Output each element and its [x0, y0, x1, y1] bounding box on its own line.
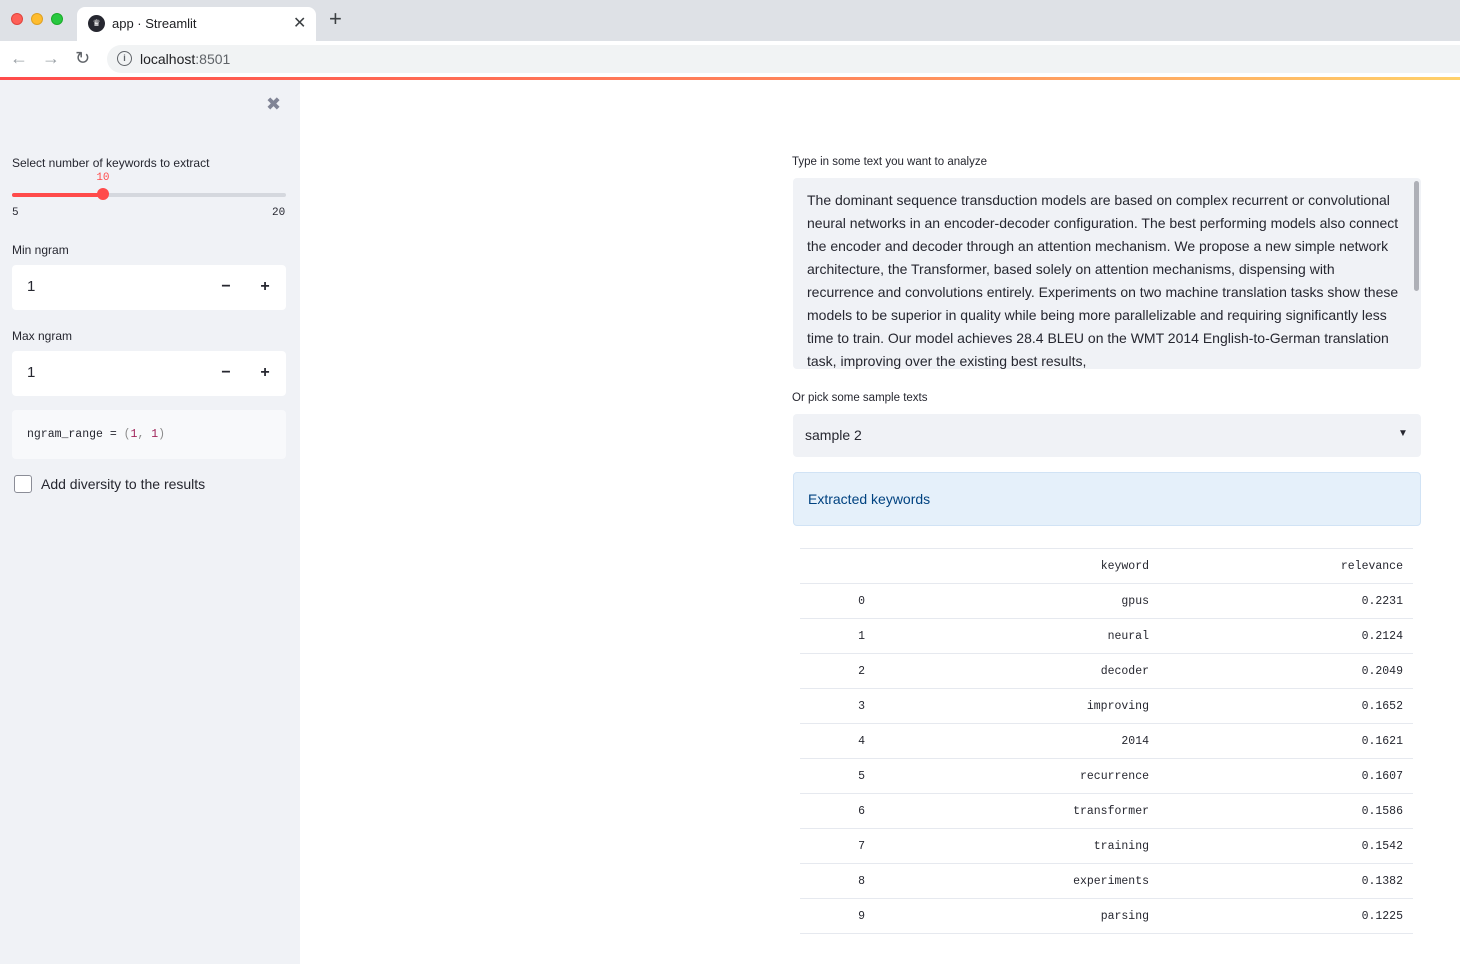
row-relevance: 0.1382 [1159, 864, 1413, 899]
table-row [800, 689, 1413, 724]
min-ngram-label: Min ngram [12, 243, 69, 257]
max-ngram-input[interactable] [12, 351, 286, 396]
keywords-table [800, 548, 1413, 934]
min-ngram-decrement-button[interactable]: − [221, 278, 231, 295]
info-text: Extracted keywords [808, 491, 931, 507]
row-keyword: 2014 [875, 724, 1159, 759]
row-index: 9 [800, 899, 875, 934]
slider-max: 20 [272, 207, 286, 219]
row-index: 3 [800, 689, 875, 724]
row-index: 2 [800, 654, 875, 689]
row-relevance: 0.1586 [1159, 794, 1413, 829]
slider-thumb[interactable] [97, 188, 109, 200]
info-icon[interactable]: i [117, 51, 132, 66]
table-row [800, 654, 1413, 689]
max-ngram-value[interactable]: 1 [27, 364, 36, 381]
extracted-keywords-info [793, 472, 1421, 526]
row-relevance: 0.1225 [1159, 899, 1413, 934]
close-sidebar-icon[interactable]: ✖ [266, 94, 282, 114]
row-index: 6 [800, 794, 875, 829]
reload-icon[interactable]: ↻ [75, 48, 91, 68]
table-row [800, 899, 1413, 934]
table-row [800, 584, 1413, 619]
slider-label: Select number of keywords to extract [12, 156, 210, 170]
table-header-relevance: relevance [1159, 549, 1413, 584]
row-keyword: decoder [875, 654, 1159, 689]
browser-tab-bar [0, 0, 1460, 41]
row-keyword: recurrence [875, 759, 1159, 794]
streamlit-crown-icon: ♛ [88, 15, 105, 32]
row-relevance: 0.1652 [1159, 689, 1413, 724]
url-text: localhost:8501 [140, 51, 231, 67]
row-relevance: 0.2231 [1159, 584, 1413, 619]
table-row [800, 829, 1413, 864]
row-keyword: neural [875, 619, 1159, 654]
max-ngram-increment-button[interactable]: + [260, 364, 270, 381]
sample-select-label: Or pick some sample texts [792, 392, 928, 404]
row-relevance: 0.1621 [1159, 724, 1413, 759]
table-header-keyword: keyword [875, 549, 1159, 584]
min-ngram-increment-button[interactable]: + [260, 278, 270, 295]
text-area-label: Type in some text you want to analyze [792, 156, 987, 168]
row-index: 1 [800, 619, 875, 654]
textarea-scrollbar[interactable] [1414, 181, 1419, 291]
diversity-checkbox-label[interactable]: Add diversity to the results [41, 476, 206, 492]
browser-tab[interactable] [77, 7, 316, 41]
analyze-text-value[interactable]: The dominant sequence transduction models are based on complex recurrent or convolutional neural networks in an encoder-decoder configuration. The best performing models also connect the encoder and decoder through an attention mechanism. We propose a new simple network architecture, the Transformer, based solely on attention mechanisms, dispensing with recurrence and convolutions entirely. Experiments on two machine translation tasks show these models to be superior in quality while being more parallelizable and requiring significantly less time to train. Our model achieves 28.4 BLEU on the WMT 2014 English-to-German translation task, improving over the existing best results, [807, 192, 1399, 369]
tab-title: app · Streamlit [112, 16, 197, 31]
max-ngram-decrement-button[interactable]: − [221, 364, 231, 381]
slider-fill [12, 193, 103, 197]
close-tab-icon[interactable]: ✕ [293, 15, 307, 32]
diversity-checkbox[interactable] [14, 475, 32, 493]
table-header-index [800, 549, 875, 584]
row-relevance: 0.1607 [1159, 759, 1413, 794]
slider-min: 5 [12, 207, 19, 219]
row-keyword: training [875, 829, 1159, 864]
row-relevance: 0.2124 [1159, 619, 1413, 654]
table-row [800, 724, 1413, 759]
row-index: 4 [800, 724, 875, 759]
slider-value: 10 [96, 172, 110, 184]
row-relevance: 0.1542 [1159, 829, 1413, 864]
row-keyword: gpus [875, 584, 1159, 619]
row-index: 0 [800, 584, 875, 619]
arrow-right-icon[interactable]: → [42, 48, 60, 68]
row-keyword: parsing [875, 899, 1159, 934]
max-ngram-label: Max ngram [12, 329, 73, 343]
min-ngram-input[interactable] [12, 265, 286, 310]
row-relevance: 0.2049 [1159, 654, 1413, 689]
table-row [800, 759, 1413, 794]
keywords-slider[interactable] [12, 193, 286, 197]
row-index: 7 [800, 829, 875, 864]
sidebar [0, 80, 300, 964]
row-index: 8 [800, 864, 875, 899]
window-maximize-button[interactable] [51, 13, 63, 25]
table-row [800, 864, 1413, 899]
ngram-range-code: ngram_range = (1, 1) [12, 410, 286, 459]
address-bar[interactable] [107, 45, 1460, 73]
row-index: 5 [800, 759, 875, 794]
sample-select-value[interactable]: sample 2 [805, 427, 862, 443]
analyze-text-area[interactable] [793, 178, 1421, 369]
min-ngram-value[interactable]: 1 [27, 278, 36, 295]
table-row [800, 619, 1413, 654]
arrow-left-icon[interactable]: ← [10, 48, 28, 68]
sample-select[interactable] [793, 414, 1421, 457]
row-keyword: experiments [875, 864, 1159, 899]
row-keyword: improving [875, 689, 1159, 724]
browser-toolbar [0, 41, 1460, 77]
window-minimize-button[interactable] [31, 13, 43, 25]
chevron-down-icon[interactable]: ▼ [1398, 428, 1408, 439]
window-close-button[interactable] [11, 13, 23, 25]
table-row [800, 794, 1413, 829]
table-header-row [800, 549, 1413, 584]
new-tab-button[interactable]: + [329, 6, 342, 31]
row-keyword: transformer [875, 794, 1159, 829]
